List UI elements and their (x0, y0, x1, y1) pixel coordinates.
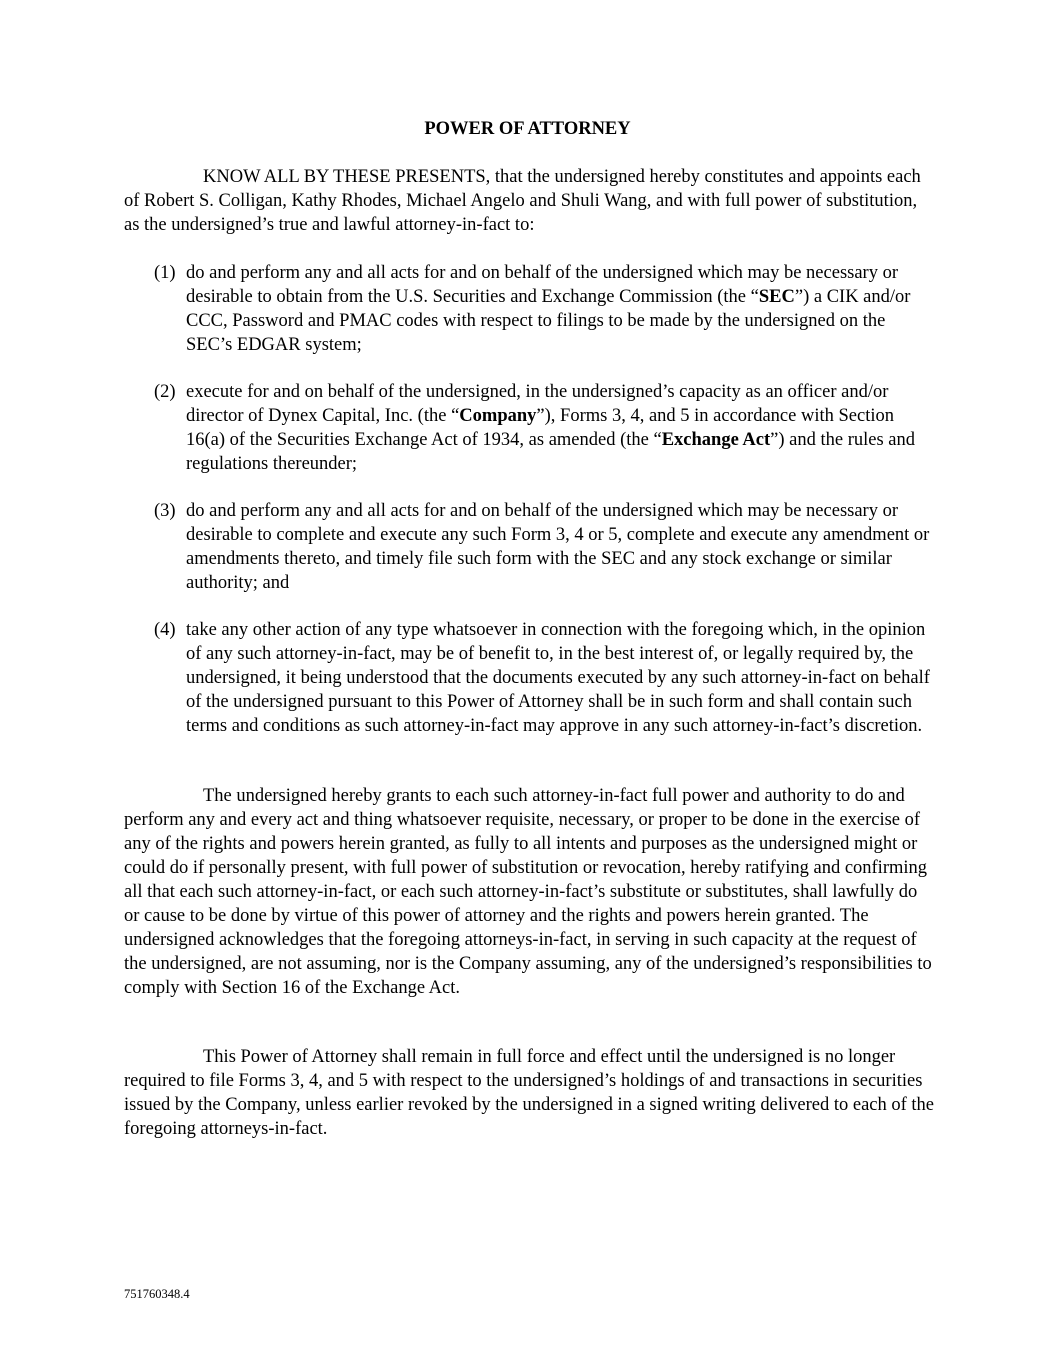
defined-term-sec: SEC (758, 287, 795, 307)
list-item-text: ”), Forms 3, 4, and 5 in accordance with Section 16(a) of the Securities Exchange Act of 1934, as amended (the “ (186, 406, 894, 450)
list-item-body (186, 499, 934, 595)
list-item-text: ”) and the rules and regulations thereunder; (186, 430, 915, 474)
list-item-number: (4) (154, 620, 176, 640)
list-item-text: take any other action of any type whatsoever in connection with the foregoing which, in the opinion of any such attorney-in-fact, may be of benefit to, in the best interest of, or legally required by, the undersigned, it being understood that the documents executed by any such attorney-in-fact on behalf of the undersigned pursuant to this Power of Attorney shall be in such form and shall contain such terms and conditions as such attorney-in-fact may approve in any such attorney-in-fact’s discretion. (186, 620, 930, 736)
list-item-body (186, 380, 934, 476)
list-item-1 (154, 261, 934, 357)
duration-paragraph: This Power of Attorney shall remain in full force and effect until the undersigned is no longer required to file Forms 3, 4, and 5 with respect to the undersigned’s holdings of and transactions in securities issued by the Company, unless earlier revoked by the undersigned in a signed writing delivered to each of the foregoing attorneys-in-fact. (124, 1047, 935, 1139)
list-item-number: (2) (154, 382, 176, 402)
grant-paragraph: The undersigned hereby grants to each such attorney-in-fact full power and authority to do and perform any and every act and thing whatsoever requisite, necessary, or proper to be done in the exercise of any of the rights and powers herein granted, as fully to all intents and purposes as the undersigned might or could do if personally present, with full power of substitution or revocation, hereby ratifying and confirming all that each such attorney-in-fact, or each such attorney-in-fact’s substitute or substitutes, shall lawfully do or cause to be done by virtue of this power of attorney and the rights and powers herein granted. The undersigned acknowledges that the foregoing attorneys-in-fact, in serving in such capacity at the request of the undersigned, are not assuming, nor is the Company assuming, any of the undersigned’s responsibilities to comply with Section 16 of the Exchange Act. (124, 786, 932, 998)
list-item-2 (154, 380, 934, 476)
defined-term-exchange-act: Exchange Act (661, 430, 771, 450)
list-item-number: (3) (154, 501, 176, 521)
list-item-3 (154, 499, 934, 595)
list-item-body (186, 618, 934, 738)
document-id-footer: 751760348.4 (124, 1287, 190, 1301)
list-item-text: ”) a CIK and/or CCC, Password and PMAC codes with respect to filings to be made by the undersigned on the SEC’s EDGAR system; (186, 287, 911, 355)
defined-term-company: Company (459, 406, 537, 426)
list-item-text: execute for and on behalf of the undersigned, in the undersigned’s capacity as an officer and/or director of Dynex Capital, Inc. (the “ (186, 382, 889, 426)
list-item-text: do and perform any and all acts for and on behalf of the undersigned which may be necessary or desirable to complete and execute any such Form 3, 4 or 5, complete and execute any amendment or amendments thereto, and timely file such form with the SEC and any stock exchange or similar authority; and (186, 501, 930, 593)
list-item-4 (154, 618, 934, 738)
list-item-body (186, 261, 934, 357)
list-item-text: do and perform any and all acts for and on behalf of the undersigned which may be necessary or desirable to obtain from the U.S. Securities and Exchange Commission (the “ (186, 263, 898, 307)
list-item-number: (1) (154, 263, 176, 283)
document-title: POWER OF ATTORNEY (424, 119, 631, 139)
intro-paragraph: KNOW ALL BY THESE PRESENTS, that the undersigned hereby constitutes and appoints each of Robert S. Colligan, Kathy Rhodes, Michael Angelo and Shuli Wang, and with full power of substitution, as the undersigned’s true and lawful attorney-in-fact to: (124, 167, 921, 235)
